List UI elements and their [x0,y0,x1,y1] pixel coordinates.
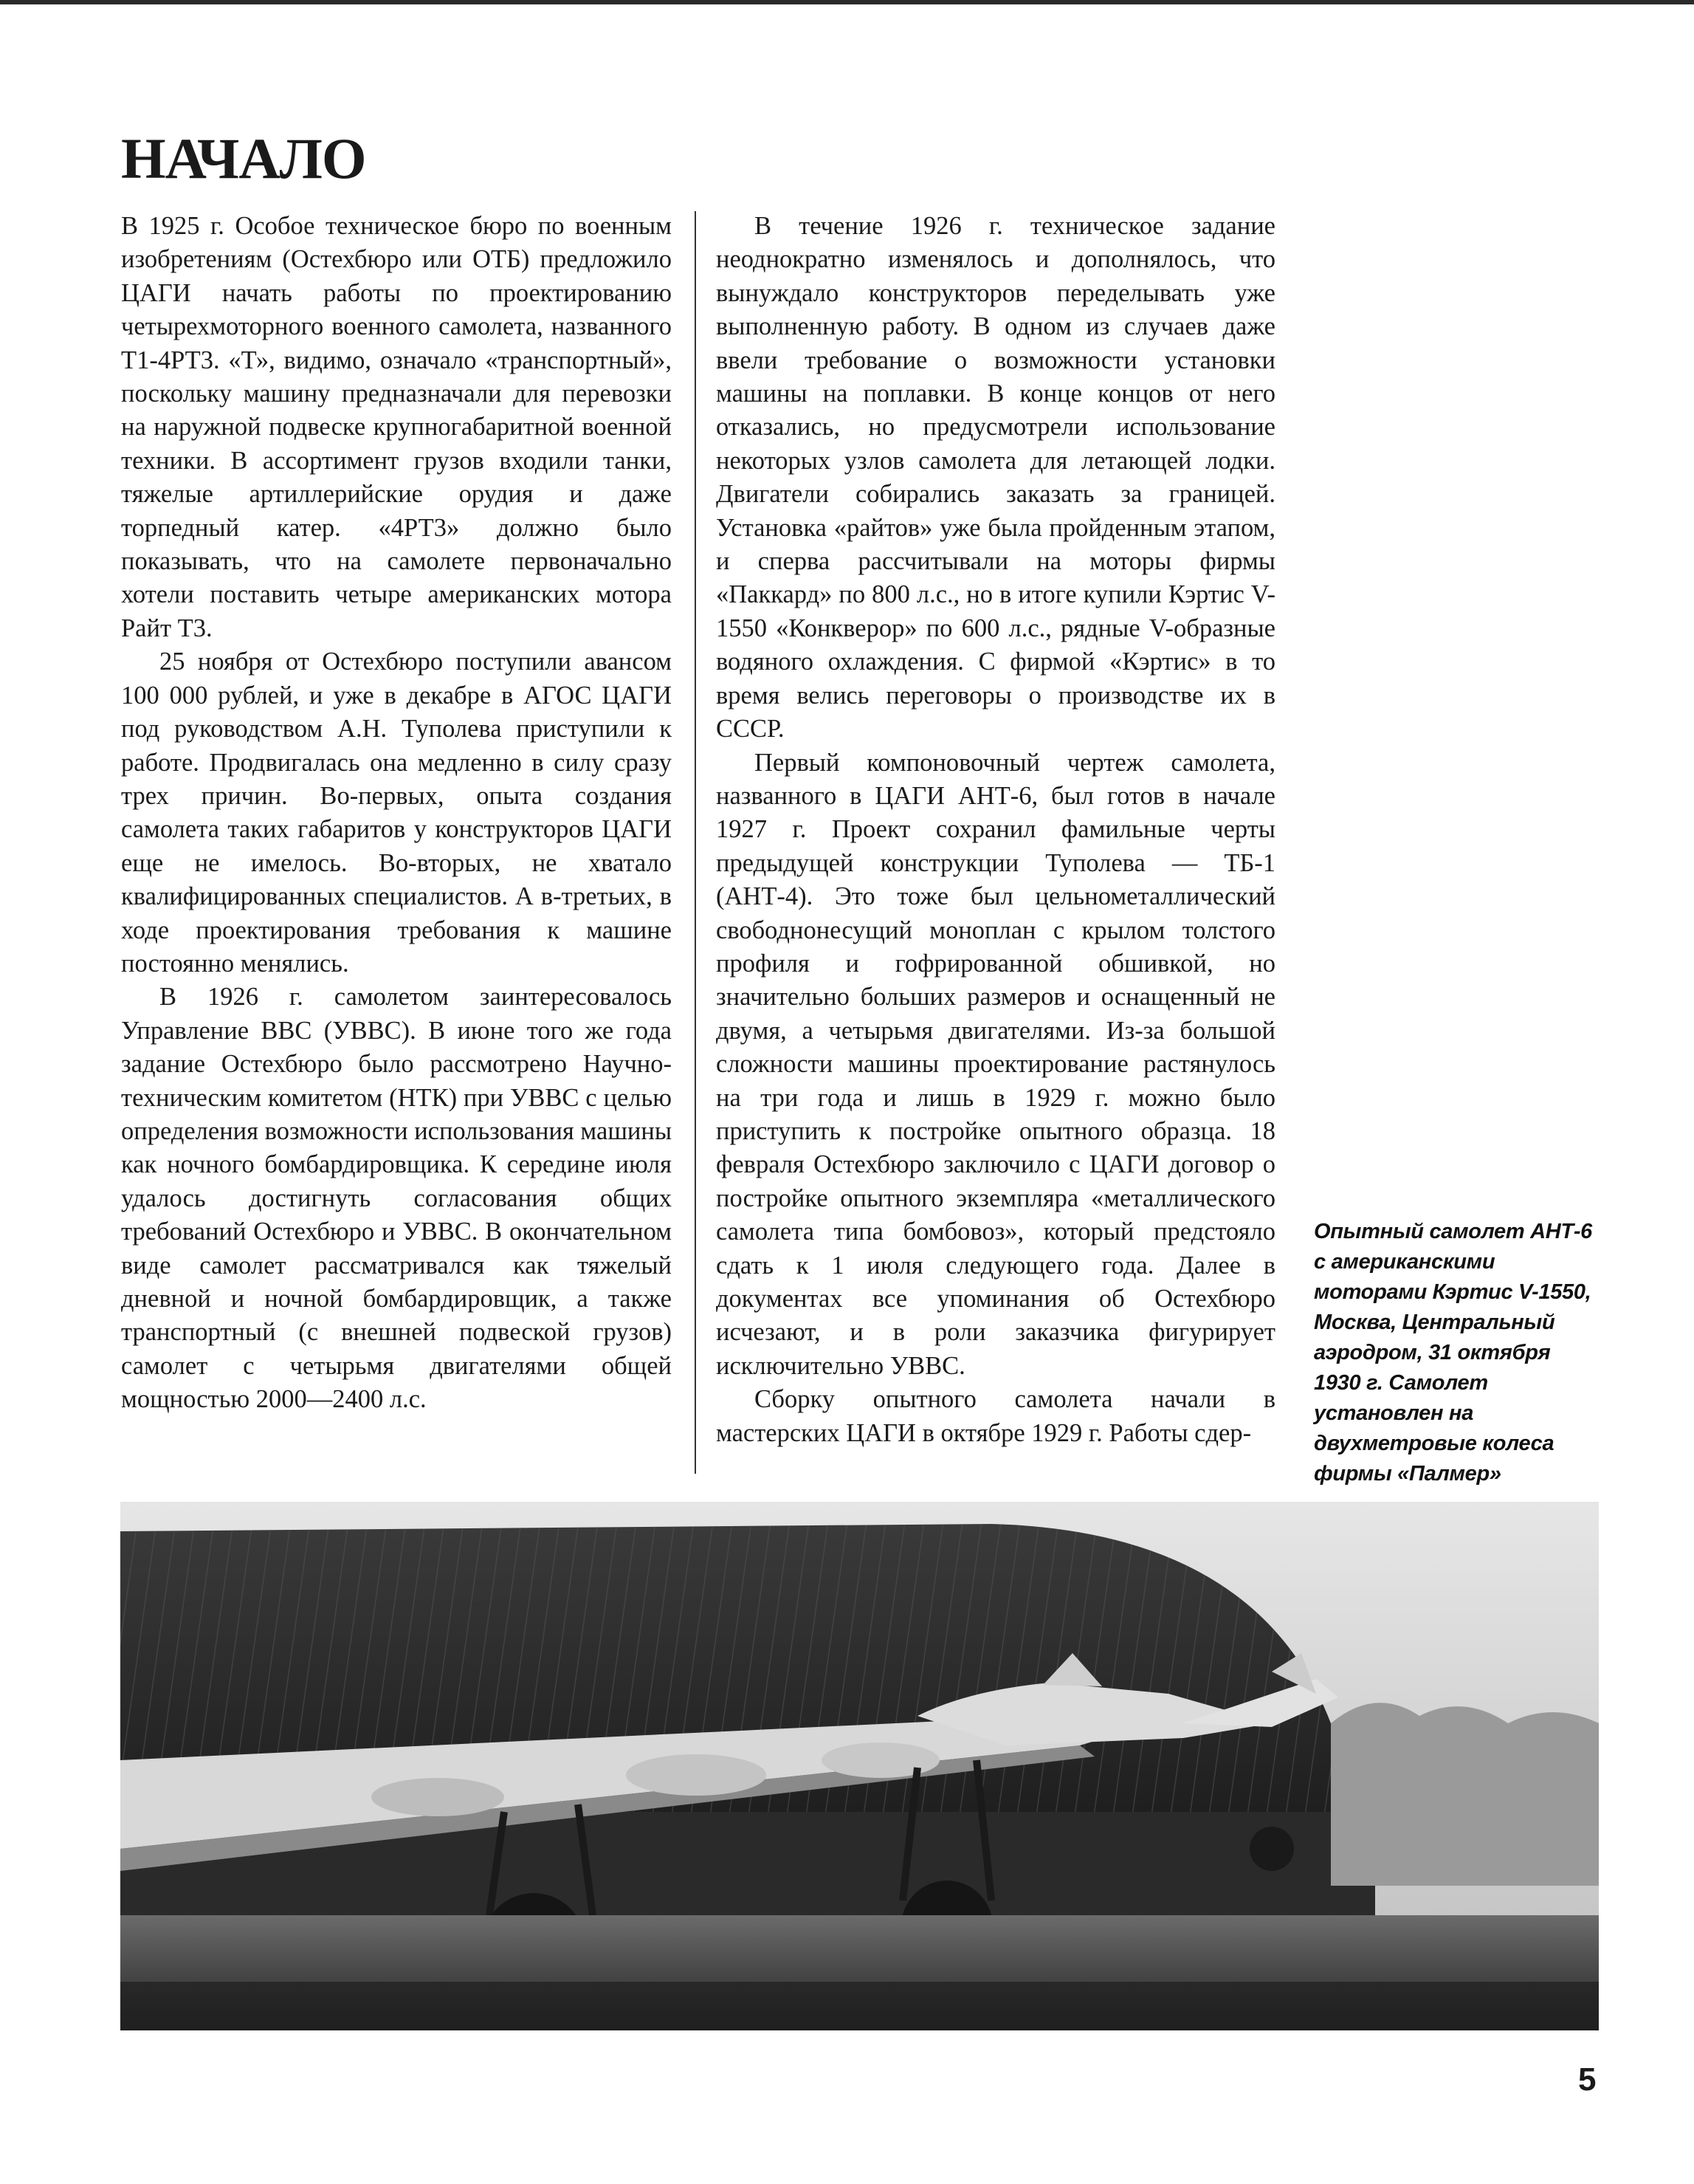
column-divider [695,211,696,1474]
paragraph: В 1926 г. самолетом заинтересовалось Управление ВВС (УВВС). В июне того же года задание Остехбюро было рассмотрено Научно-техническим комитетом (НТК) при УВВС с целью определения возможности использования машины как ночного бомбардировщика. К середине июля удалось достигнуть согласования общих требований Остехбюро и УВВС. В окончательном виде самолет рассматривался как тяжелый дневной и ночной бомбардировщик, а также транспортный (с внешней подвеской грузов) самолет с четырьмя двигателями общей мощностью 2000—2400 л.с. [121,983,672,1414]
photo-caption: Опытный самолет АНТ-6 с американскими моторами Кэртис V-1550, Москва, Центральный аэродром, 31 октября 1930 г. Самолет установлен на двухметровые колеса фирмы «Палмер» [1314,1220,1593,1486]
aircraft-photo [120,1502,1599,2030]
text-column-right [716,210,1275,1450]
text-column-left [121,210,672,1417]
paragraph: В 1925 г. Особое техническое бюро по военным изобретениям (Остехбюро или ОТБ) предложило ЦАГИ начать работы по проектированию четырехмоторного военного самолета, названного Т1-4РТ3. «Т», видимо, означало «транспортный», поскольку машину предназначали для перевозки на наружной подвеске крупногабаритной военной техники. В ассортимент грузов входили танки, тяжелые артиллерийские орудия и даже торпедный катер. «4РТ3» должно было показывать, что на самолете первоначально хотели поставить четыре американских мотора Райт Т3. [121,212,672,642]
page-number: 5 [1578,2061,1597,2098]
paragraph: Сборку опытного самолета начали в мастерских ЦАГИ в октябре 1929 г. Работы сдер- [716,1385,1275,1447]
top-border-rule [0,0,1694,4]
paragraph: 25 ноября от Остехбюро поступили авансом 100 000 рублей, и уже в декабре в АГОС ЦАГИ под руководством А.Н. Туполева приступили к работе. Продвигалась она медленно в силу сразу трех причин. Во-первых, опыта создания самолета таких габаритов у конструкторов ЦАГИ еще не имелось. Во-вторых, не хватало квалифицированных специалистов. А в-третьих, в ходе проектирования требования к машине постоянно менялись. [121,648,672,978]
aircraft-photo-illustration [120,1502,1599,2030]
paragraph: В течение 1926 г. техническое задание неоднократно изменялось и дополнялось, что вынуждало конструкторов переделывать уже выполненную работу. В одном из случаев даже ввели требование о возможности установки машины на поплавки. В конце концов от него отказались, но предусмотрели использование некоторых узлов самолета для летающей лодки. Двигатели собирались заказать за границей. Установка «райтов» уже была пройденным этапом, и сперва рассчитывали на моторы фирмы «Паккард» по 800 л.с., но в итоге купили Кэртис V-1550 «Конкверор» по 600 л.с., рядные V-образные водяного охлаждения. С фирмой «Кэртис» в то время велись переговоры о производстве их в СССР. [716,212,1275,744]
page-title: НАЧАЛО [121,126,366,190]
paragraph: Первый компоновочный чертеж самолета, названного в ЦАГИ АНТ-6, был готов в начале 1927 г. Проект сохранил фамильные черты предыдущей конструкции Туполева — ТБ-1 (АНТ-4). Это тоже был цельнометаллический свободнонесущий моноплан с крылом толстого профиля и гофрированной обшивкой, но значительно больших размеров и оснащенный не двумя, а четырьмя двигателями. Из-за большой сложности машины проектирование растянулось на три года и лишь в 1929 г. можно было приступить к постройке опытного образца. 18 февраля Остехбюро заключило с ЦАГИ договор о постройке опытного экземпляра «металлического самолета типа бомбовоз», который предстояло сдать к 1 июля следующего года. Далее в документах все упоминания об Остехбюро исчезают, и в роли заказчика фигурирует исключительно УВВС. [716,748,1275,1380]
